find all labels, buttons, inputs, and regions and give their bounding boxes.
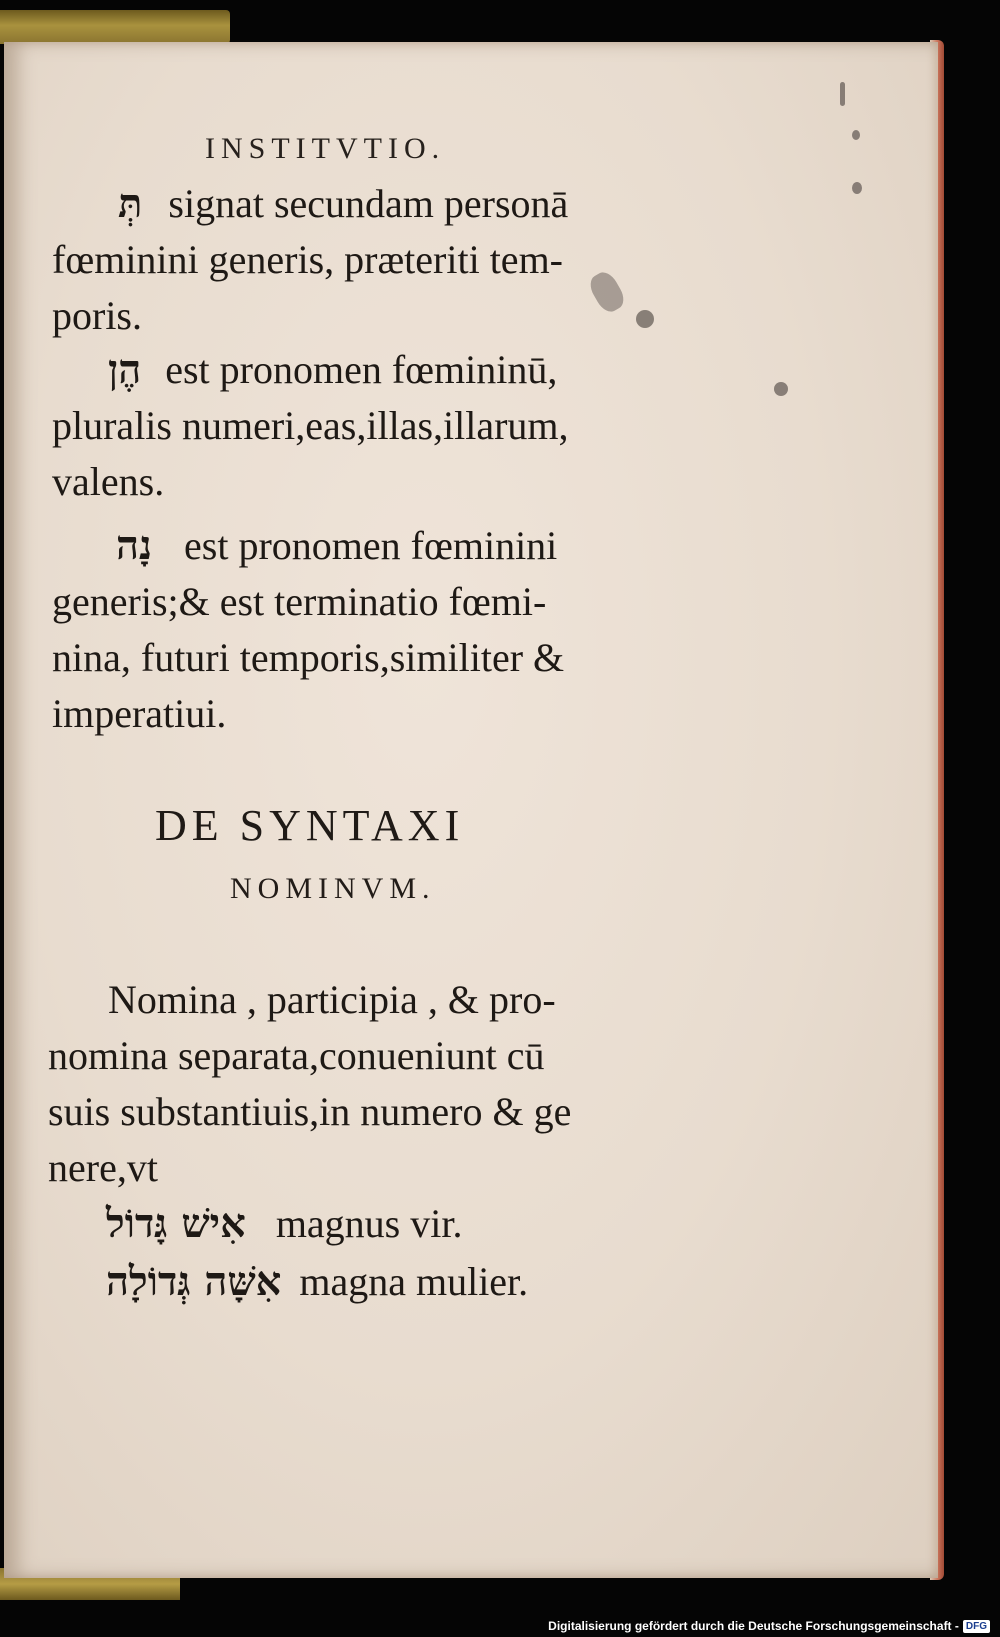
hebrew-term: תְּ (118, 180, 143, 227)
running-head: INSTITVTIO. (205, 132, 446, 165)
paragraph-4-line-1: Nomina , participia , & pro- (108, 977, 556, 1022)
text-line: signat secundam personā (168, 181, 569, 226)
credit-text: Digitalisierung gefördert durch die Deutsche Forschungsgemeinschaft - (548, 1619, 959, 1633)
hebrew-phrase: אִישׁ גָּדוֹל (106, 1200, 246, 1247)
paragraph-3-line-4: imperatiui. (52, 691, 227, 736)
paragraph-1-line-3: poris. (52, 293, 142, 338)
digitization-credit (548, 1619, 990, 1633)
hebrew-term: נָה (116, 522, 153, 569)
dfg-logo: DFG (963, 1620, 990, 1633)
paragraph-1-line-1 (118, 180, 568, 227)
paragraph-3-line-3: nina, futuri temporis,similiter & (52, 635, 565, 680)
paragraph-2-line-1 (108, 346, 557, 393)
hebrew-phrase: אִשָּׁה גְּדוֹלָה (106, 1258, 282, 1305)
paragraph-1-line-2: fœminini generis, præteriti tem- (52, 237, 563, 282)
ink-spot (636, 310, 654, 328)
ink-spot (852, 182, 862, 194)
section-subheading: NOMINVM. (230, 872, 436, 905)
example-line-1 (106, 1200, 462, 1247)
ink-smudge (586, 268, 629, 316)
ink-spot (852, 130, 860, 140)
paragraph-2-line-3: valens. (52, 459, 165, 504)
latin-gloss: magnus vir. (275, 1201, 463, 1246)
paragraph-3-line-1 (116, 522, 557, 569)
latin-gloss: magna mulier. (299, 1259, 529, 1304)
section-heading: DE SYNTAXI (155, 801, 465, 850)
paragraph-4-line-4: nere,vt (48, 1145, 158, 1190)
paragraph-2-line-2: pluralis numeri,eas,illas,illarum, (52, 403, 569, 448)
paragraph-4-line-2: nomina separata,conueniunt cū (48, 1033, 545, 1078)
paragraph-4-line-3: suis substantiuis,in numero & ge (48, 1089, 572, 1134)
hebrew-term: הֶן (108, 346, 142, 393)
ink-spot (840, 82, 845, 106)
binding-top-edge (0, 10, 230, 44)
text-line: est pronomen fœminini (184, 523, 558, 568)
paragraph-3-line-2: generis;& est terminatio fœmi- (52, 579, 547, 624)
example-line-2 (106, 1258, 528, 1305)
text-line: est pronomen fœmininū, (165, 347, 558, 392)
ink-spot (774, 382, 788, 396)
